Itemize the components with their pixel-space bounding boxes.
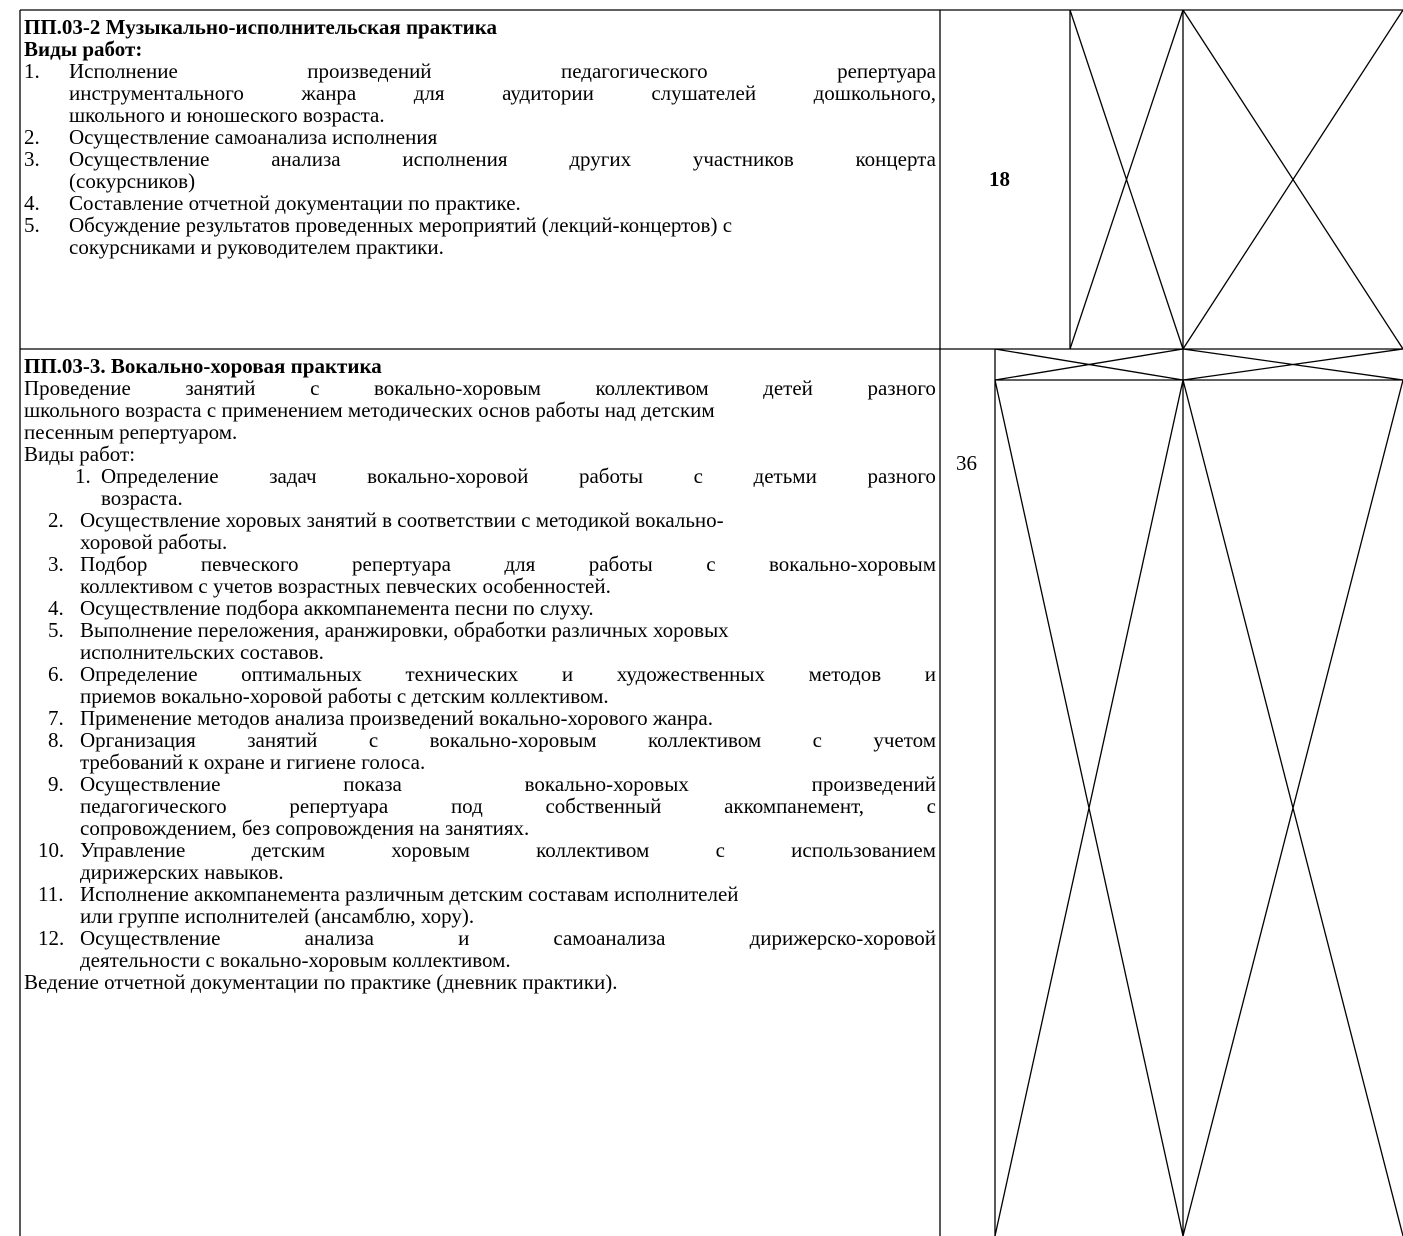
s1-item2-number: 2. <box>24 125 40 149</box>
s2-item10-number: 10. <box>38 838 65 862</box>
s1-item1-line3: школьного и юношеского возраста. <box>69 103 385 127</box>
s2-item9-line1: Осуществление показа вокально-хоровых произведений <box>80 772 936 796</box>
section1-subtitle: Виды работ: <box>24 37 143 61</box>
s2-item8-number: 8. <box>48 728 64 752</box>
s2-item5-line2: исполнительских составов. <box>80 640 324 664</box>
section2-hours: 36 <box>956 451 977 475</box>
s2-item11-line1: Исполнение аккомпанемента различным детским составам исполнителей <box>80 882 739 906</box>
s2-item6-line1: Определение оптимальных технических и художественных методов и <box>80 662 936 686</box>
s2-item4-number: 4. <box>48 596 64 620</box>
s1-item1-number: 1. <box>24 59 40 83</box>
s2-item12-line2: деятельности с вокально-хоровым коллективом. <box>80 948 511 972</box>
s1-item2-line1: Осуществление самоанализа исполнения <box>69 125 438 149</box>
s2-item9-number: 9. <box>48 772 64 796</box>
s1-item3-line1: Осуществление анализа исполнения других участников концерта <box>69 147 936 171</box>
section2-title: ПП.03-3. Вокально-хоровая практика <box>24 354 382 378</box>
s2-item1-number: 1. <box>75 464 91 488</box>
s1-item5-line1: Обсуждение результатов проведенных мероприятий (лекций-концертов) с <box>69 213 733 237</box>
s2-item12-number: 12. <box>38 926 65 950</box>
s2-item3-number: 3. <box>48 552 64 576</box>
s1-item1-line2: инструментального жанра для аудитории слушателей дошкольного, <box>69 81 936 105</box>
s1-item4-line1: Составление отчетной документации по практике. <box>69 191 521 215</box>
s2-item2-line2: хоровой работы. <box>80 530 228 554</box>
s2-item9-line3: сопровождением, без сопровождения на занятиях. <box>80 816 530 840</box>
s1-item3-number: 3. <box>24 147 40 171</box>
s2-item3-line2: коллективом с учетов возрастных певческих особенностей. <box>80 574 611 598</box>
s2-item1-line1: Определение задач вокально-хоровой работы с детьми разного <box>101 464 936 488</box>
section2-footer: Ведение отчетной документации по практике (дневник практики). <box>24 970 618 994</box>
s2-item11-line2: или группе исполнителей (ансамблю, хору). <box>80 904 475 928</box>
s2-intro-line3: песенным репертуаром. <box>24 420 238 444</box>
s2-item4-line1: Осуществление подбора аккомпанемента песни по слуху. <box>80 596 594 620</box>
s2-item7-line1: Применение методов анализа произведений вокально-хорового жанра. <box>80 706 714 730</box>
s2-item5-line1: Выполнение переложения, аранжировки, обработки различных хоровых <box>80 618 729 642</box>
s2-intro-line1: Проведение занятий с вокально-хоровым коллективом детей разного <box>24 376 936 400</box>
s2-item3-line1: Подбор певческого репертуара для работы с вокально-хоровым <box>80 552 936 576</box>
s2-item12-line1: Осуществление анализа и самоанализа дирижерско-хоровой <box>80 926 936 950</box>
s2-item11-number: 11. <box>38 882 64 906</box>
s2-item9-line2: педагогического репертуара под собственный аккомпанемент, с <box>80 794 936 818</box>
section1-hours: 18 <box>989 167 1010 191</box>
s2-item2-line1: Осуществление хоровых занятий в соответствии с методикой вокально- <box>80 508 724 532</box>
s1-item5-line2: сокурсниками и руководителем практики. <box>69 235 444 259</box>
s2-item2-number: 2. <box>48 508 64 532</box>
section1-title: ПП.03-2 Музыкально-исполнительская практика <box>24 15 498 39</box>
s2-item6-line2: приемов вокально-хоровой работы с детским коллективом. <box>80 684 609 708</box>
s2-item10-line1: Управление детским хоровым коллективом с использованием <box>80 838 936 862</box>
s2-item1-line2: возраста. <box>101 486 183 510</box>
s1-item1-line1: Исполнение произведений педагогического репертуара <box>69 59 936 83</box>
s2-item7-number: 7. <box>48 706 64 730</box>
s2-item8-line1: Организация занятий с вокально-хоровым коллективом с учетом <box>80 728 936 752</box>
s1-item4-number: 4. <box>24 191 40 215</box>
s1-item3-line2: (сокурсников) <box>69 169 196 193</box>
section2-subtitle: Виды работ: <box>24 442 136 466</box>
s2-item10-line2: дирижерских навыков. <box>80 860 284 884</box>
s2-item8-line2: требований к охране и гигиене голоса. <box>80 750 426 774</box>
s2-intro-line2: школьного возраста с применением методических основ работы над детским <box>24 398 715 422</box>
s2-item5-number: 5. <box>48 618 64 642</box>
s1-item5-number: 5. <box>24 213 40 237</box>
s2-item6-number: 6. <box>48 662 64 686</box>
